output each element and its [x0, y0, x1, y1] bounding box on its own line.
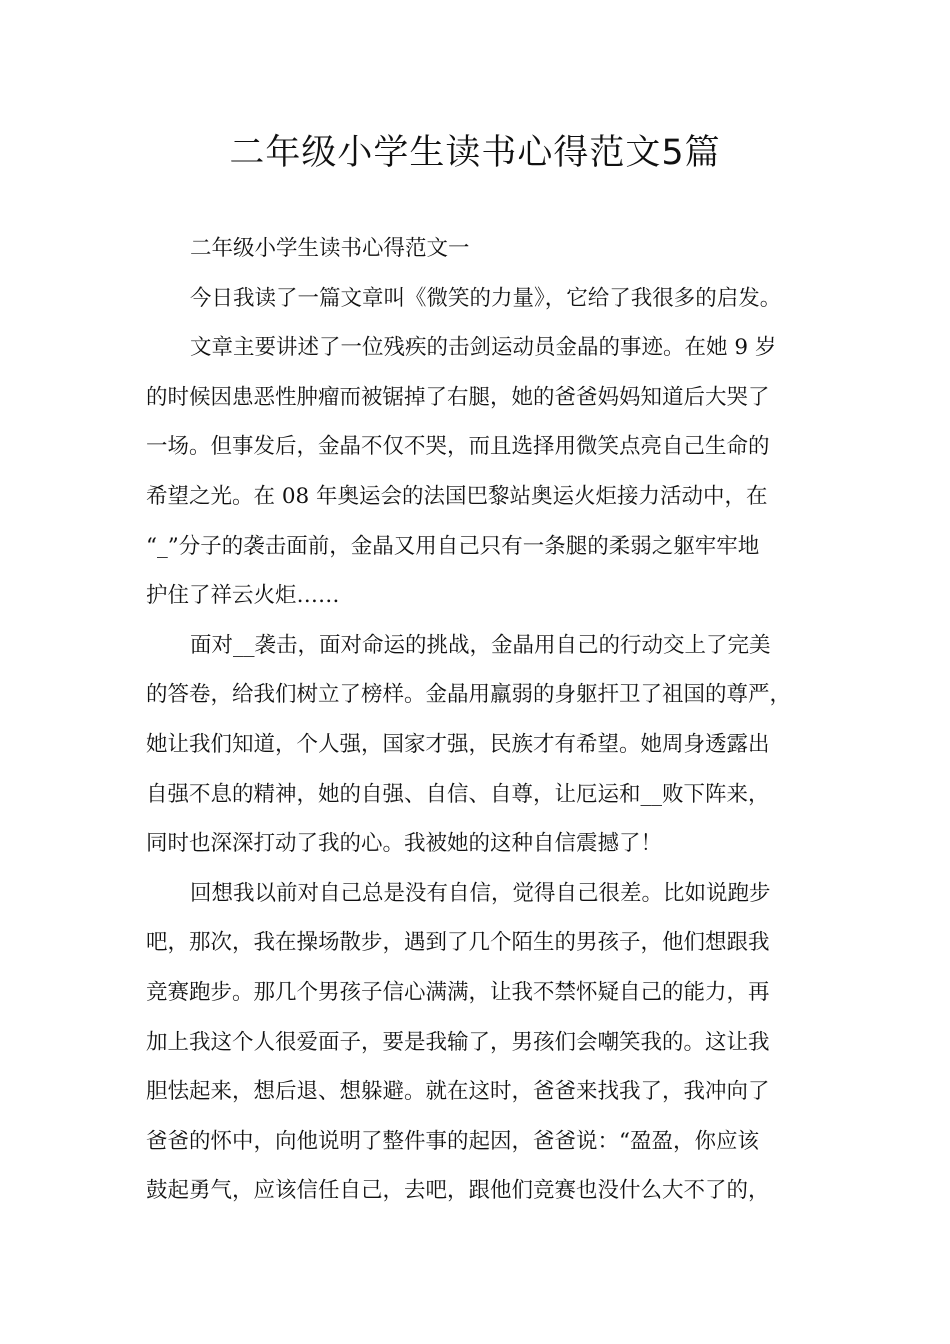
- paragraph-line: “_”分子的袭击面前，金晶又用自己只有一条腿的柔弱之躯牢牢地: [146, 533, 760, 559]
- paragraph-line: 爸爸的怀中，向他说明了整件事的起因，爸爸说：“盈盈，你应该: [146, 1128, 759, 1154]
- document-body: [146, 224, 818, 1216]
- paragraph-line: 加上我这个人很爱面子，要是我输了，男孩们会嘲笑我的。这让我: [146, 1029, 770, 1055]
- paragraph-line: 面对__袭击，面对命运的挑战，金晶用自己的行动交上了完美: [190, 632, 771, 658]
- paragraph-line: 同时也深深打动了我的心。我被她的这种自信震撼了！: [146, 831, 663, 857]
- paragraph-line: 的时候因患恶性肿瘤而被锯掉了右腿，她的爸爸妈妈知道后大哭了: [146, 384, 770, 410]
- paragraph-line: 自强不息的精神，她的自强、自信、自尊，让厄运和__败下阵来，: [146, 781, 770, 807]
- paragraph-line: 吧，那次，我在操场散步，遇到了几个陌生的男孩子，他们想跟我: [146, 930, 770, 956]
- paragraph-line: 今日我读了一篇文章叫《微笑的力量》，它给了我很多的启发。: [190, 285, 782, 311]
- paragraph-line: 回想我以前对自己总是没有自信，觉得自己很差。比如说跑步: [190, 880, 771, 906]
- paragraph-line: 胆怯起来，想后退、想躲避。就在这时，爸爸来找我了，我冲向了: [146, 1079, 770, 1105]
- paragraph-line: 她让我们知道，个人强，国家才强，民族才有希望。她周身透露出: [146, 731, 770, 757]
- paragraph-line: 一场。但事发后，金晶不仅不哭，而且选择用微笑点亮自己生命的: [146, 434, 770, 460]
- document-title: 二年级小学生读书心得范文5篇: [229, 133, 721, 173]
- paragraph-line: 希望之光。在 08 年奥运会的法国巴黎站奥运火炬接力活动中，在: [146, 483, 768, 509]
- section-heading: 二年级小学生读书心得范文一: [190, 236, 470, 261]
- paragraph-line: 鼓起勇气，应该信任自己，去吧，跟他们竞赛也没什么大不了的，: [146, 1178, 770, 1204]
- paragraph-line: 的答卷，给我们树立了榜样。金晶用羸弱的身躯扞卫了祖国的尊严，: [146, 682, 792, 708]
- paragraph-line: 文章主要讲述了一位残疾的击剑运动员金晶的事迹。在她 9 岁: [190, 335, 777, 361]
- paragraph-line: 竞赛跑步。那几个男孩子信心满满，让我不禁怀疑自己的能力，再: [146, 979, 770, 1005]
- paragraph-line: 护住了祥云火炬……: [146, 583, 340, 609]
